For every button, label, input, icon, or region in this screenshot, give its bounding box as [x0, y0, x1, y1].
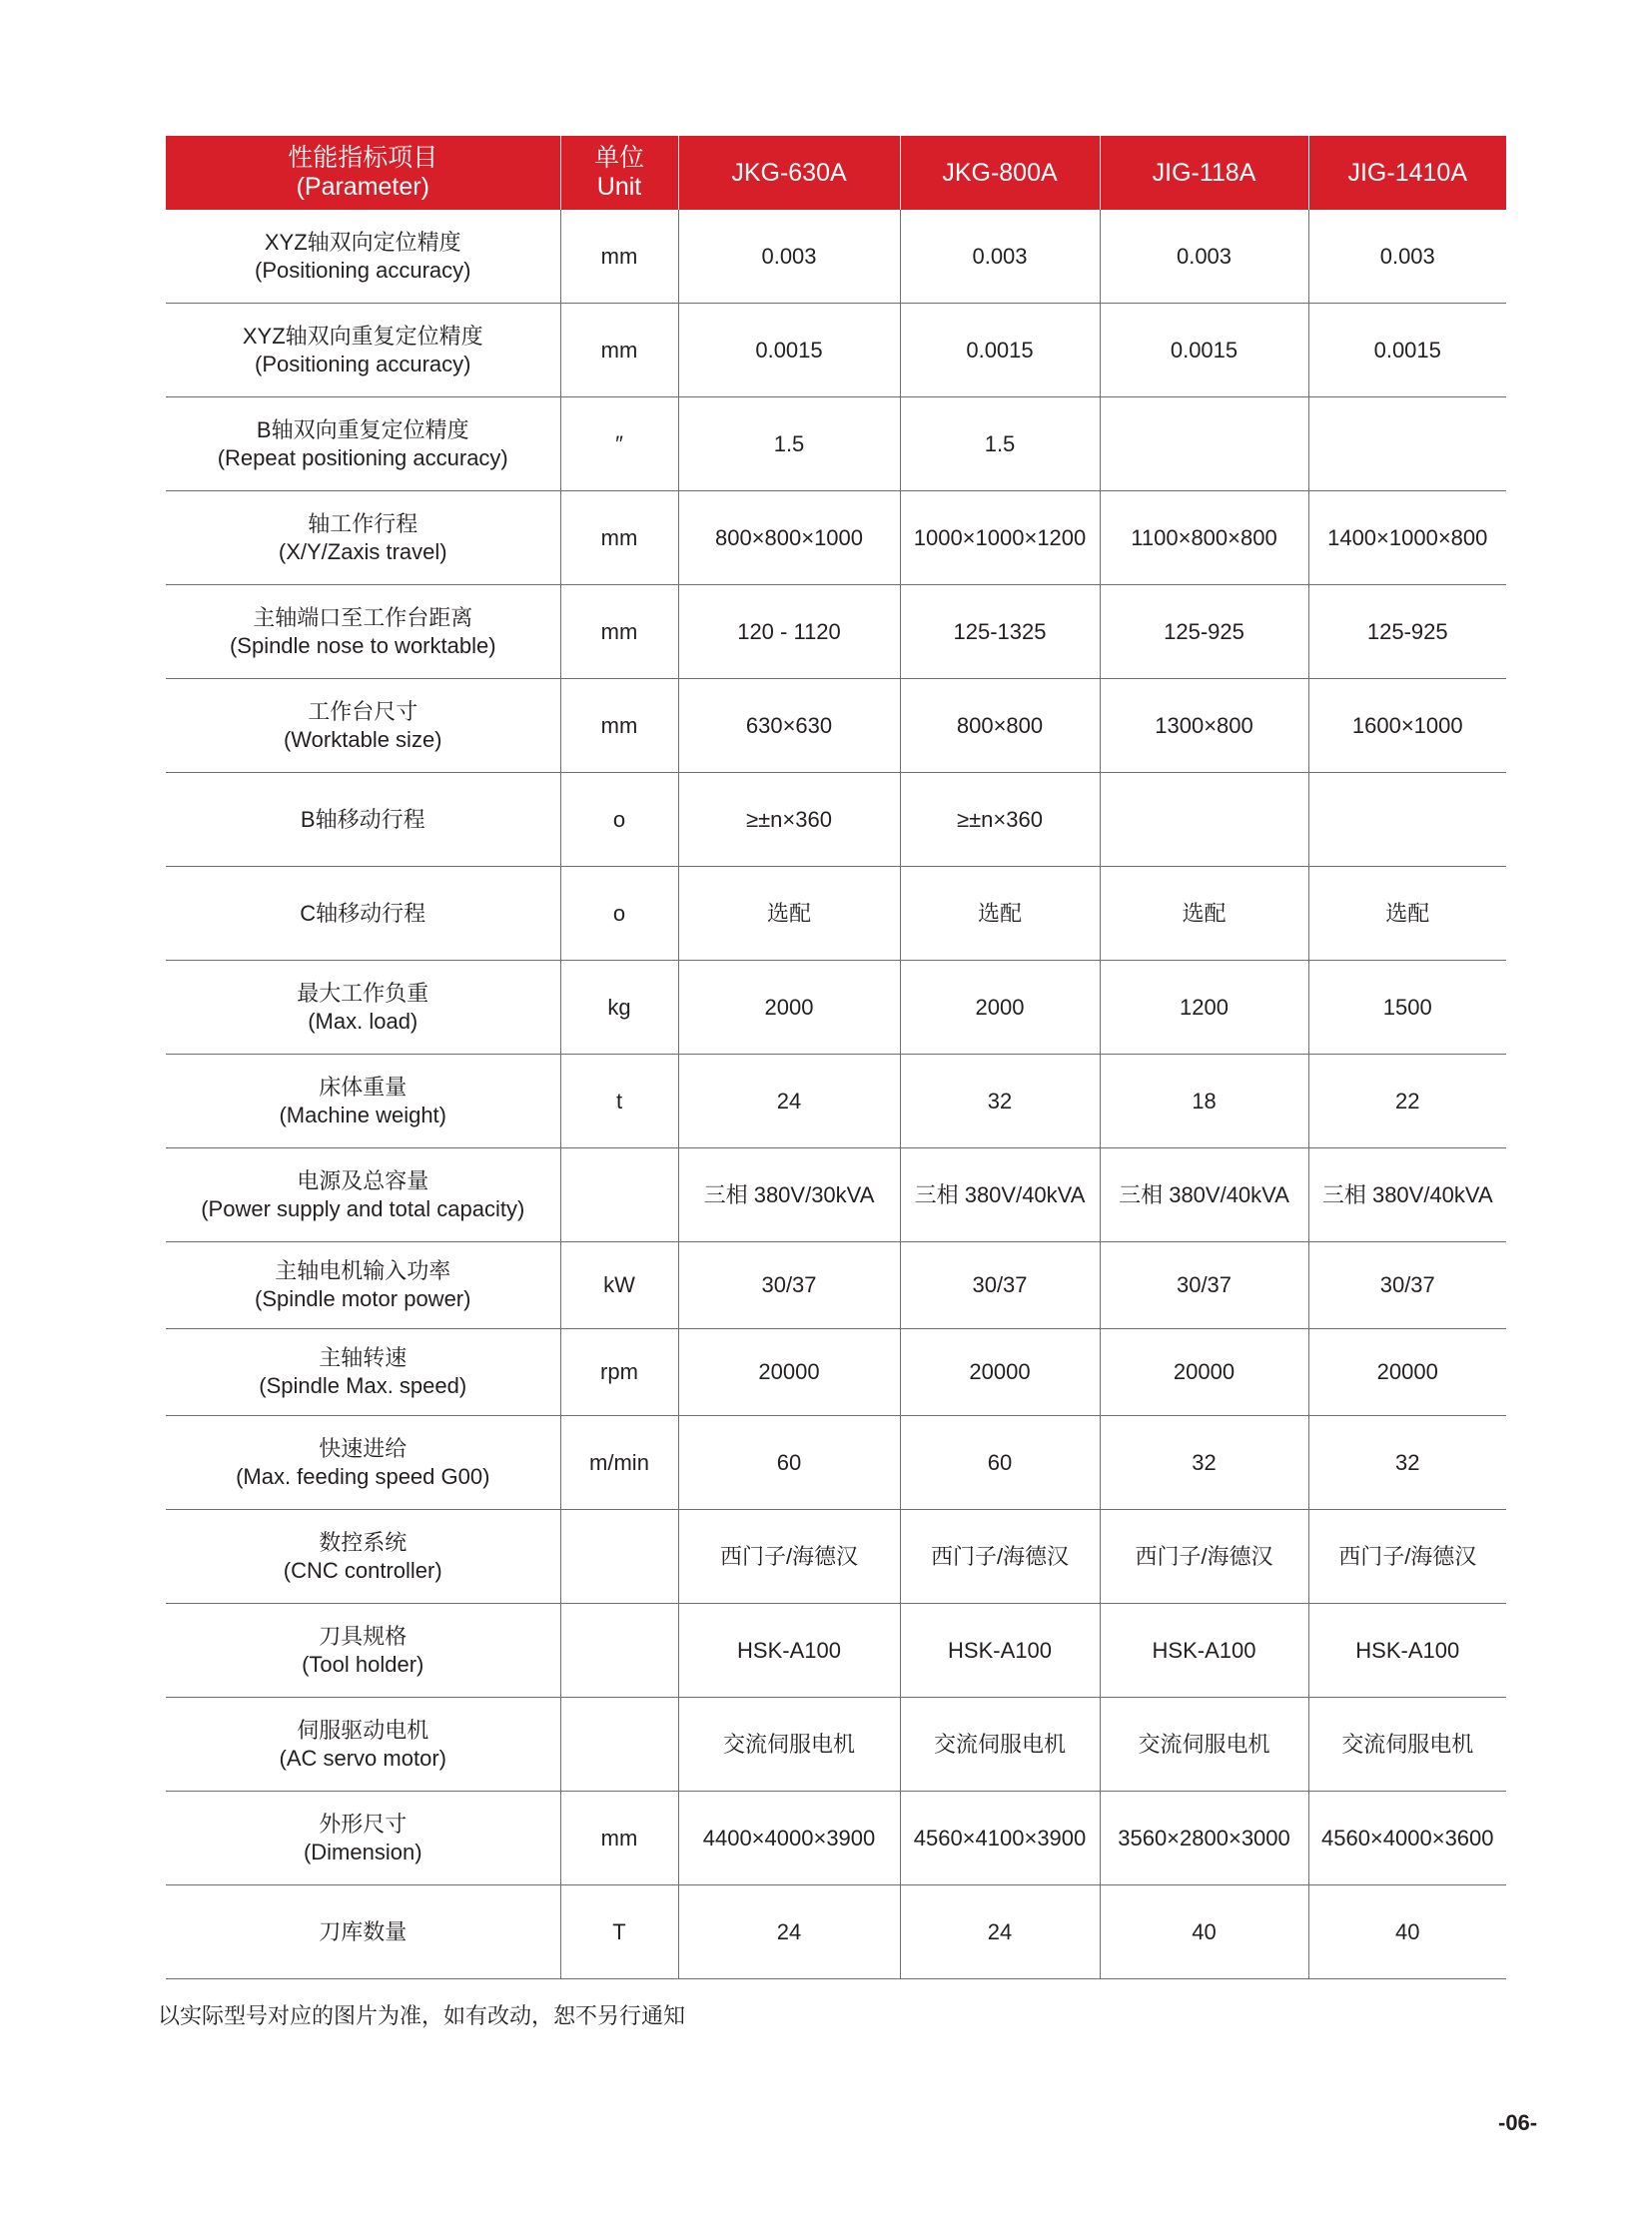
parameter-cell — [166, 491, 560, 585]
parameter-name-zh: C轴移动行程 — [300, 900, 426, 926]
value-cell: 1600×1000 — [1308, 679, 1506, 773]
value-cell: 三相 380V/30kVA — [678, 1148, 900, 1242]
header-parameter — [166, 136, 560, 210]
parameter-cell — [166, 1792, 560, 1885]
unit-cell: o — [560, 867, 678, 961]
value-cell: 20000 — [1100, 1329, 1308, 1416]
value-cell: HSK-A100 — [678, 1604, 900, 1698]
parameter-cell — [166, 773, 560, 867]
value-cell: 125-925 — [1308, 585, 1506, 679]
parameter-name-zh: B轴双向重复定位精度 — [256, 416, 469, 442]
parameter-name-zh: 数控系统 — [319, 1529, 408, 1555]
header-model: JIG-1410A — [1308, 136, 1506, 210]
value-cell: HSK-A100 — [1308, 1604, 1506, 1698]
parameter-name-en: (Spindle nose to worktable) — [229, 632, 496, 658]
header-parameter-en: (Parameter) — [296, 173, 429, 201]
unit-cell: o — [560, 773, 678, 867]
value-cell: 三相 380V/40kVA — [1308, 1148, 1506, 1242]
table-row — [166, 1329, 1506, 1416]
parameter-name-zh: XYZ轴双向重复定位精度 — [242, 323, 483, 349]
footnote: 以实际型号对应的图片为准，如有改动，恕不另行通知 — [158, 2003, 686, 2028]
parameter-cell — [166, 1055, 560, 1148]
table-row — [166, 1604, 1506, 1698]
value-cell — [1100, 773, 1308, 867]
value-cell — [1308, 773, 1506, 867]
unit-cell: kg — [560, 961, 678, 1055]
parameter-cell — [166, 867, 560, 961]
value-cell: 0.0015 — [1100, 304, 1308, 397]
value-cell: 4400×4000×3900 — [678, 1792, 900, 1885]
table-row — [166, 867, 1506, 961]
parameter-cell — [166, 1604, 560, 1698]
value-cell: ≥±n×360 — [678, 773, 900, 867]
unit-cell: T — [560, 1885, 678, 1979]
parameter-name-en: (X/Y/Zaxis travel) — [278, 538, 447, 564]
value-cell: 24 — [678, 1885, 900, 1979]
parameter-name-zh: 主轴端口至工作台距离 — [253, 604, 473, 630]
unit-cell: kW — [560, 1242, 678, 1329]
parameter-cell — [166, 1148, 560, 1242]
parameter-name-en: (CNC controller) — [283, 1557, 442, 1583]
value-cell: 22 — [1308, 1055, 1506, 1148]
table-row — [166, 585, 1506, 679]
value-cell: 30/37 — [678, 1242, 900, 1329]
parameter-cell — [166, 210, 560, 304]
value-cell: 0.0015 — [678, 304, 900, 397]
table-row — [166, 1698, 1506, 1792]
value-cell: 32 — [1308, 1416, 1506, 1510]
table-row — [166, 304, 1506, 397]
table-row — [166, 1885, 1506, 1979]
parameter-name-zh: 电源及总容量 — [297, 1167, 429, 1193]
value-cell: 1300×800 — [1100, 679, 1308, 773]
header-unit — [560, 136, 678, 210]
parameter-cell — [166, 1698, 560, 1792]
parameter-name-zh: 主轴转速 — [319, 1345, 408, 1370]
value-cell — [1100, 397, 1308, 491]
parameter-name-zh: 刀库数量 — [319, 1918, 408, 1944]
value-cell: 三相 380V/40kVA — [1100, 1148, 1308, 1242]
value-cell: 630×630 — [678, 679, 900, 773]
parameter-name-zh: 工作台尺寸 — [308, 698, 418, 724]
parameter-cell — [166, 1329, 560, 1416]
value-cell: 40 — [1100, 1885, 1308, 1979]
value-cell: 2000 — [678, 961, 900, 1055]
value-cell: 交流伺服电机 — [678, 1698, 900, 1792]
parameter-name-en: (Dimension) — [303, 1839, 422, 1865]
value-cell: 18 — [1100, 1055, 1308, 1148]
unit-cell — [560, 1148, 678, 1242]
value-cell: 20000 — [900, 1329, 1100, 1416]
value-cell: 1400×1000×800 — [1308, 491, 1506, 585]
unit-cell — [560, 1698, 678, 1792]
value-cell: 西门子/海德汉 — [1308, 1510, 1506, 1604]
value-cell: 20000 — [1308, 1329, 1506, 1416]
unit-cell: mm — [560, 679, 678, 773]
unit-cell: t — [560, 1055, 678, 1148]
parameter-name-en: (AC servo motor) — [279, 1745, 446, 1771]
value-cell: 125-1325 — [900, 585, 1100, 679]
value-cell: 交流伺服电机 — [1100, 1698, 1308, 1792]
table-row — [166, 210, 1506, 304]
value-cell: 西门子/海德汉 — [678, 1510, 900, 1604]
value-cell: 选配 — [900, 867, 1100, 961]
value-cell: 20000 — [678, 1329, 900, 1416]
table-row — [166, 1148, 1506, 1242]
value-cell: 1000×1000×1200 — [900, 491, 1100, 585]
parameter-cell — [166, 1416, 560, 1510]
table-row — [166, 961, 1506, 1055]
parameter-name-zh: 伺服驱动电机 — [297, 1717, 429, 1743]
value-cell: 0.003 — [1308, 210, 1506, 304]
parameter-cell — [166, 585, 560, 679]
table-row — [166, 1416, 1506, 1510]
value-cell: 24 — [678, 1055, 900, 1148]
value-cell: 3560×2800×3000 — [1100, 1792, 1308, 1885]
table-row — [166, 1792, 1506, 1885]
table-row — [166, 773, 1506, 867]
page-number: -06- — [1498, 2110, 1538, 2135]
parameter-name-zh: B轴移动行程 — [300, 806, 425, 832]
value-cell: 0.0015 — [900, 304, 1100, 397]
parameter-cell — [166, 304, 560, 397]
value-cell: 三相 380V/40kVA — [900, 1148, 1100, 1242]
value-cell: 交流伺服电机 — [1308, 1698, 1506, 1792]
unit-cell — [560, 1604, 678, 1698]
unit-cell — [560, 1510, 678, 1604]
table-row — [166, 1242, 1506, 1329]
value-cell: 1.5 — [678, 397, 900, 491]
value-cell: HSK-A100 — [900, 1604, 1100, 1698]
value-cell: 32 — [900, 1055, 1100, 1148]
header-unit-en: Unit — [596, 173, 642, 201]
table-row — [166, 1510, 1506, 1604]
parameter-name-en: (Repeat positioning accuracy) — [217, 444, 508, 470]
parameter-cell — [166, 1885, 560, 1979]
unit-cell: mm — [560, 585, 678, 679]
value-cell: 0.003 — [900, 210, 1100, 304]
value-cell: 30/37 — [900, 1242, 1100, 1329]
value-cell: 1500 — [1308, 961, 1506, 1055]
value-cell: 交流伺服电机 — [900, 1698, 1100, 1792]
unit-cell: rpm — [560, 1329, 678, 1416]
parameter-name-en: (Machine weight) — [279, 1102, 446, 1127]
parameter-name-en: (Tool holder) — [302, 1651, 424, 1677]
value-cell: 1.5 — [900, 397, 1100, 491]
value-cell: 60 — [678, 1416, 900, 1510]
value-cell: 西门子/海德汉 — [900, 1510, 1100, 1604]
value-cell — [1308, 397, 1506, 491]
value-cell: 0.003 — [1100, 210, 1308, 304]
parameter-name-en: (Max. feeding speed G00) — [236, 1463, 490, 1489]
value-cell: 32 — [1100, 1416, 1308, 1510]
header-model: JKG-800A — [900, 136, 1100, 210]
parameter-name-en: (Power supply and total capacity) — [201, 1195, 525, 1221]
value-cell: 1200 — [1100, 961, 1308, 1055]
parameter-name-zh: 床体重量 — [319, 1074, 408, 1100]
value-cell: 4560×4100×3900 — [900, 1792, 1100, 1885]
value-cell: 24 — [900, 1885, 1100, 1979]
parameter-name-zh: 快速进给 — [319, 1435, 408, 1461]
parameter-name-en: (Worktable size) — [283, 726, 442, 752]
value-cell: 30/37 — [1308, 1242, 1506, 1329]
value-cell: 1100×800×800 — [1100, 491, 1308, 585]
parameter-name-zh: 主轴电机输入功率 — [275, 1258, 451, 1283]
parameter-name-en: (Positioning accuracy) — [255, 257, 471, 283]
parameter-cell — [166, 1242, 560, 1329]
table-row — [166, 491, 1506, 585]
parameter-name-zh: 刀具规格 — [319, 1623, 408, 1649]
parameter-name-en: (Spindle Max. speed) — [259, 1373, 467, 1398]
value-cell: HSK-A100 — [1100, 1604, 1308, 1698]
table-row — [166, 1055, 1506, 1148]
parameter-name-zh: 轴工作行程 — [308, 510, 418, 536]
parameter-cell — [166, 961, 560, 1055]
value-cell: ≥±n×360 — [900, 773, 1100, 867]
value-cell: 2000 — [900, 961, 1100, 1055]
value-cell: 125-925 — [1100, 585, 1308, 679]
value-cell: 120 - 1120 — [678, 585, 900, 679]
unit-cell: mm — [560, 491, 678, 585]
parameter-cell — [166, 679, 560, 773]
parameter-name-zh: 最大工作负重 — [297, 980, 429, 1006]
header-model: JIG-118A — [1100, 136, 1308, 210]
value-cell: 4560×4000×3600 — [1308, 1792, 1506, 1885]
parameter-name-en: (Positioning accuracy) — [255, 351, 471, 376]
value-cell: 0.003 — [678, 210, 900, 304]
unit-cell: mm — [560, 210, 678, 304]
parameter-name-en: (Spindle motor power) — [255, 1286, 471, 1311]
parameter-cell — [166, 1510, 560, 1604]
table-row — [166, 679, 1506, 773]
spec-table-body — [166, 210, 1506, 1979]
value-cell: 选配 — [1308, 867, 1506, 961]
value-cell: 60 — [900, 1416, 1100, 1510]
header-row — [166, 136, 1506, 210]
spec-table — [166, 136, 1506, 1979]
value-cell: 选配 — [1100, 867, 1308, 961]
unit-cell: ″ — [560, 397, 678, 491]
value-cell: 30/37 — [1100, 1242, 1308, 1329]
unit-cell: mm — [560, 304, 678, 397]
value-cell: 西门子/海德汉 — [1100, 1510, 1308, 1604]
parameter-name-zh: 外形尺寸 — [319, 1811, 408, 1837]
table-row — [166, 397, 1506, 491]
header-parameter-zh: 性能指标项目 — [288, 144, 438, 172]
value-cell: 800×800 — [900, 679, 1100, 773]
value-cell: 0.0015 — [1308, 304, 1506, 397]
unit-cell: m/min — [560, 1416, 678, 1510]
parameter-name-en: (Max. load) — [308, 1008, 418, 1034]
parameter-cell — [166, 397, 560, 491]
parameter-name-zh: XYZ轴双向定位精度 — [264, 229, 461, 255]
value-cell: 40 — [1308, 1885, 1506, 1979]
unit-cell: mm — [560, 1792, 678, 1885]
value-cell: 800×800×1000 — [678, 491, 900, 585]
header-unit-zh: 单位 — [593, 144, 644, 172]
value-cell: 选配 — [678, 867, 900, 961]
header-model: JKG-630A — [678, 136, 900, 210]
